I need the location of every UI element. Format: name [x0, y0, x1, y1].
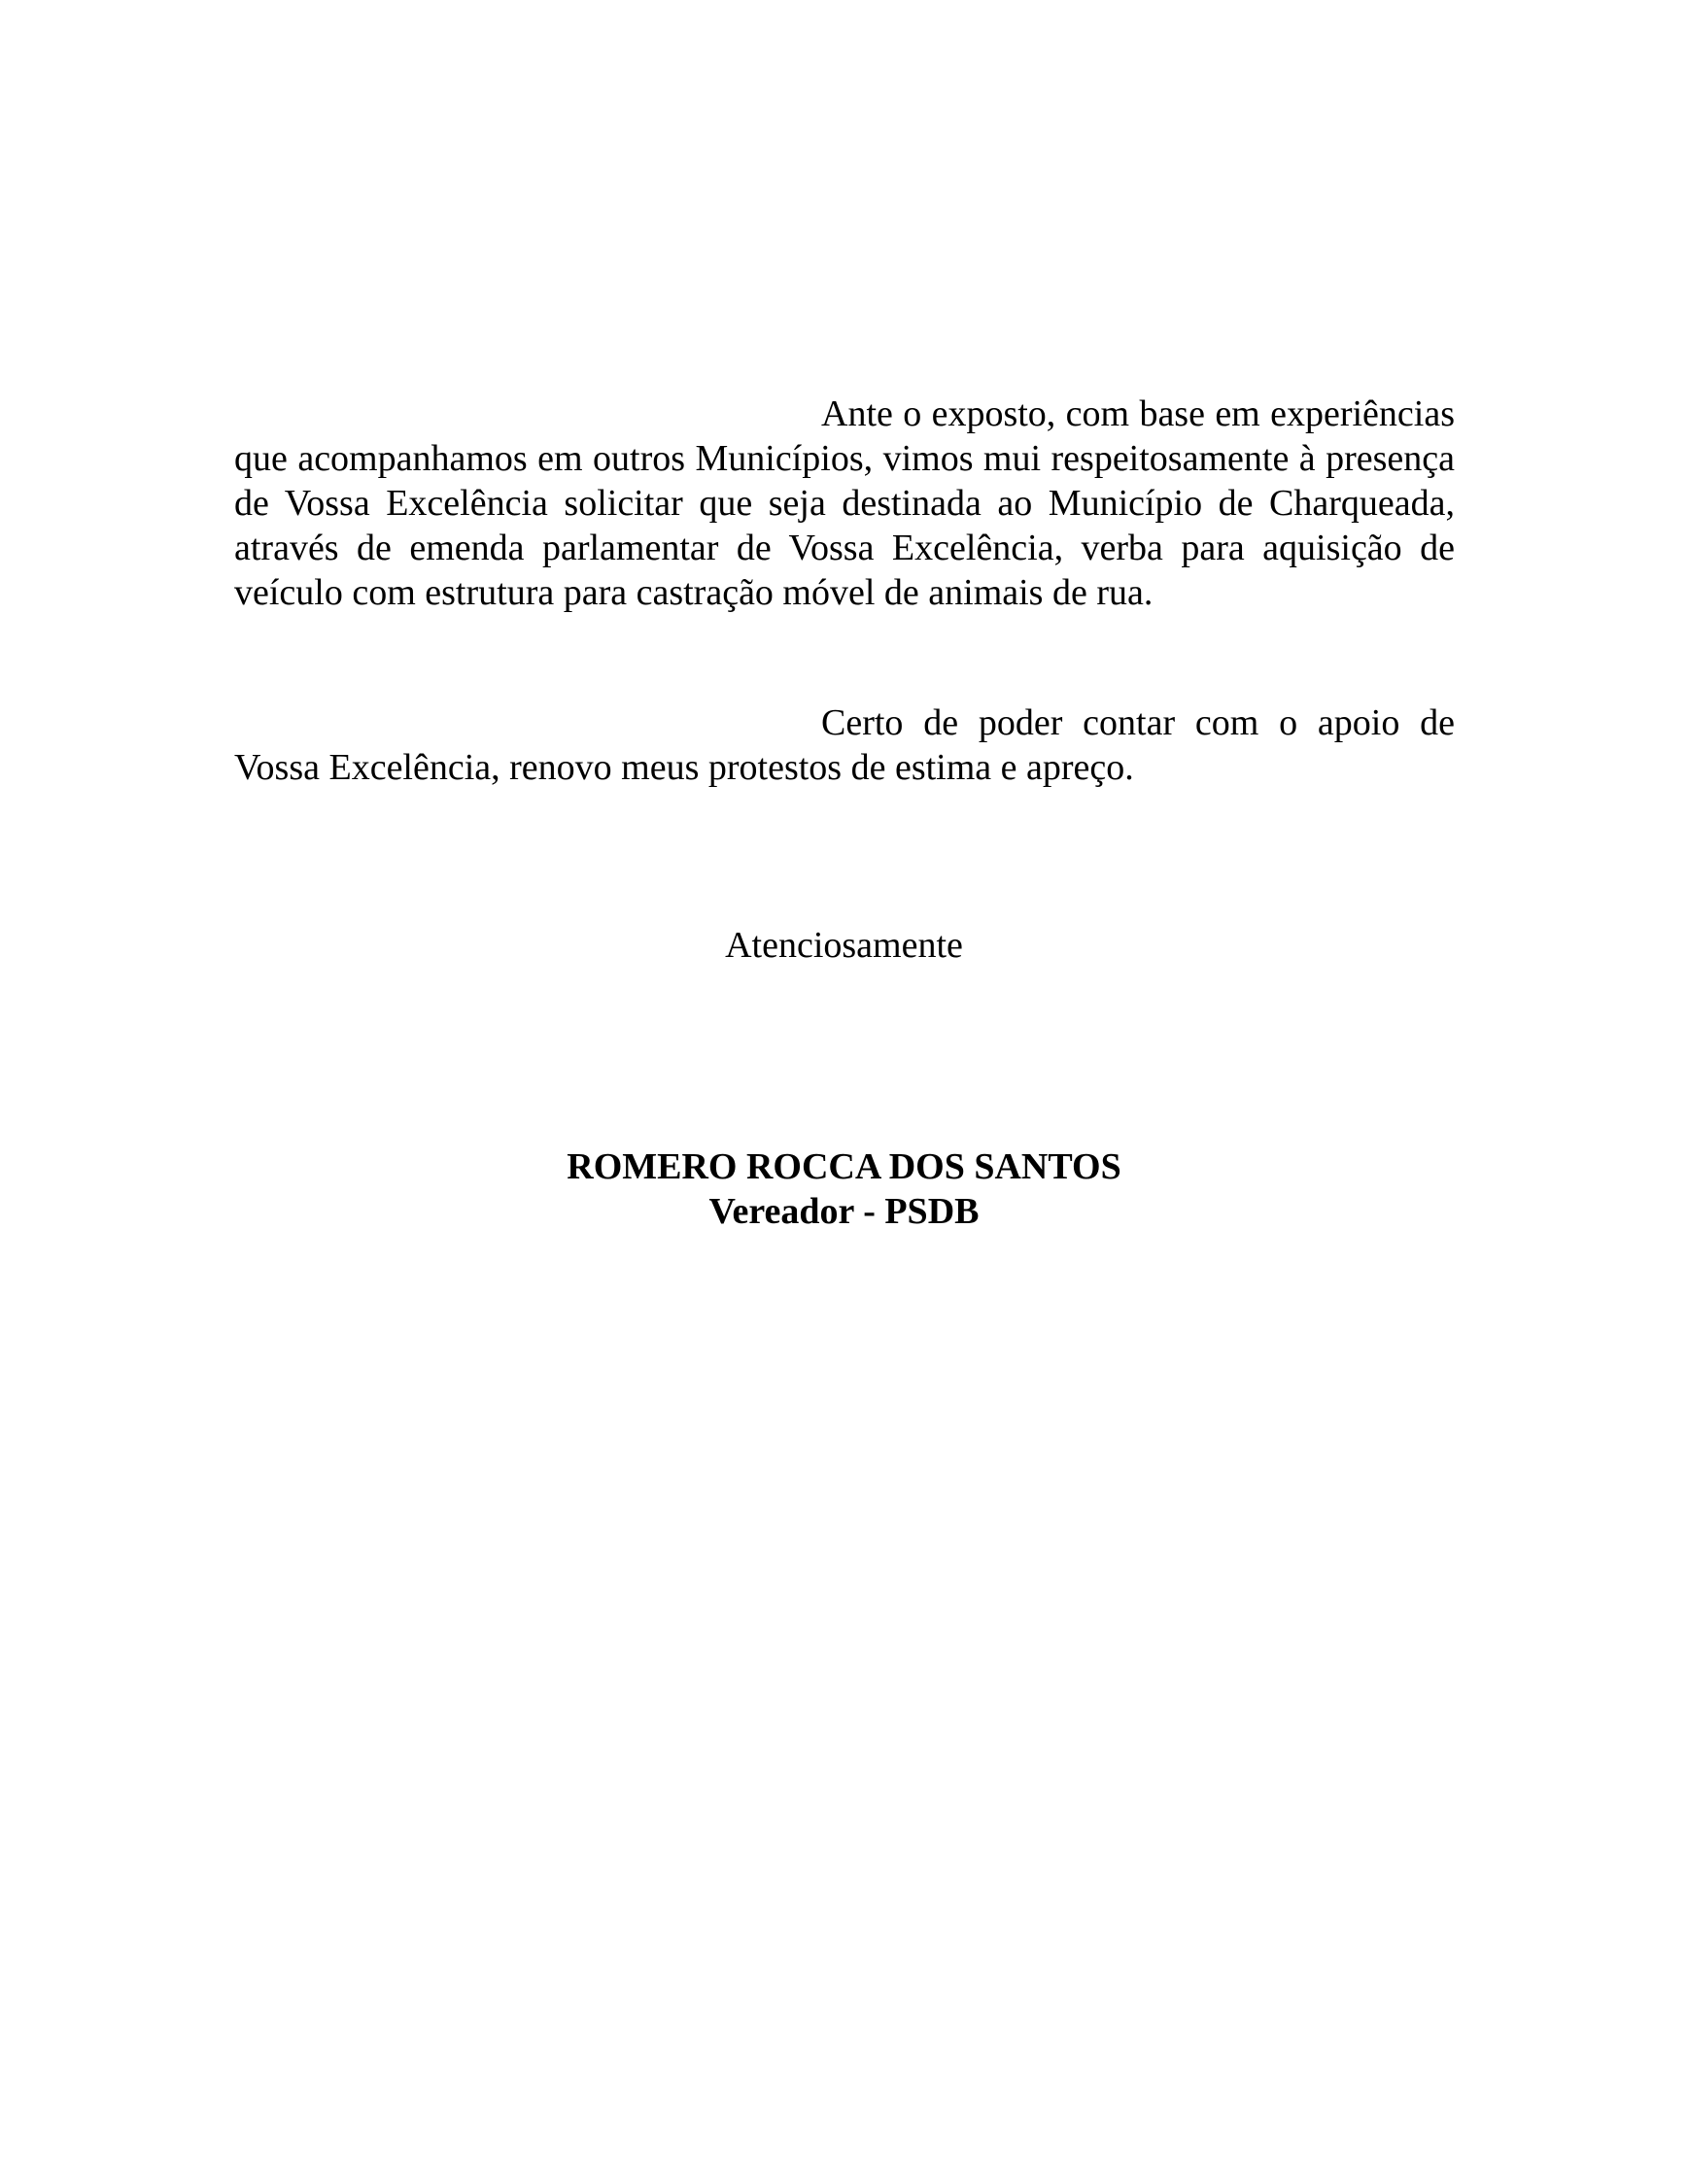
paragraph-1-text: Ante o exposto, com base em experiências que acompanhamos em outros Municípios, vimos mui respeitosamente à presença de Vossa Excelência solicitar que seja destinada ao Município de Charqueada, através de emenda parlamentar de Vossa Excelência, verba para aquisição de veículo com estrutura para castração móvel de animais de rua.: [234, 393, 1455, 613]
paragraph-2-text: Certo de poder contar com o apoio de Vossa Excelência, renovo meus protestos de estima e apreço.: [234, 702, 1455, 788]
signature-block: [0, 1144, 1688, 1234]
signer-title: Vereador - PSDB: [708, 1191, 980, 1232]
body-paragraph-2: [234, 700, 1455, 790]
body-paragraph-1: [234, 392, 1455, 615]
closing-salutation: Atenciosamente: [725, 925, 963, 966]
signer-name: ROMERO ROCCA DOS SANTOS: [567, 1146, 1121, 1187]
